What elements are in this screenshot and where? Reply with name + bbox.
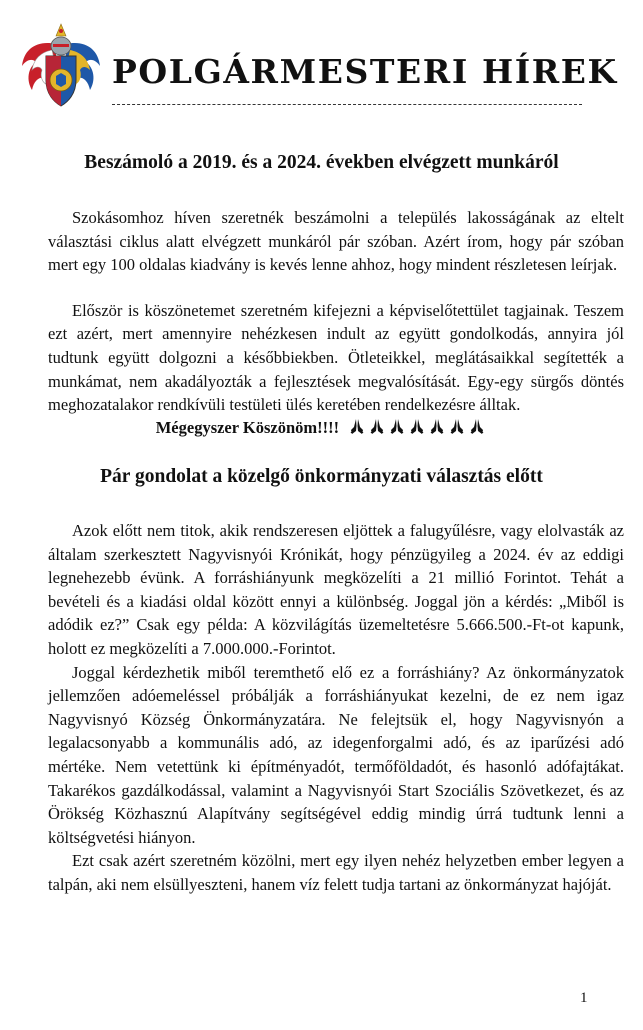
paragraph: Azok előtt nem titok, akik rendszeresen eljöttek a falugyűlésre, vagy elolvasták az általam szerkesztett Nagyvisnyói Krónikát, hogy pénzügyileg a 2024. év az eddigi legnehezebb évünk. A forráshiányunk megközelíti a 21 millió Forintot. Tehát a bevételi és a kiadási oldal között ennyi a különbség. Joggal jön a kérdés: „Miből is adódik ez?” Csak egy példa: A közvilágítás üzemeltetésre 5.666.500.-Ft-ot kapunk, holott ez megközelíti a 7.000.000.-Forintot. [48,521,624,658]
section-body [48,519,624,897]
page-number: 1 [580,990,588,1006]
paragraph: Ezt csak azért szeretném közölni, mert egy ilyen nehéz helyzetben ember legyen a talpán, aki nem elsüllyeszteni, hanem víz felett tudja tartani az önkormányzat hajóját. [48,851,624,894]
closing-text: Mégegyszer Köszönöm!!!! [155,418,340,437]
praying-hands-icon [469,418,485,435]
praying-hands-icon [429,418,445,435]
section-body [48,206,624,417]
section-heading: Beszámoló a 2019. és a 2024. években elvégzett munkáról [84,152,559,173]
paragraph: Joggal kérdezhetik miből teremthető elő ez a forráshiány? Az önkormányzatok jellemzően adóemeléssel próbálják a forráshiányukat kezelni, de ez nem igaz Nagyvisnyó Község Önkormányzatára. Ne felejtsük el, hogy Nagyvisnyón a legalacsonyabb a kommunális adó, az idegenforgalmi adó, és az iparűzési adó mértéke. Nem vetettünk ki építményadót, termőföldadót, és hasonló adófajtákat. Takarékos gazdálkodással, valamint a Nagyvisnyói Start Szociális Szövetkezet, és az Örökség Közhasznú Alapítvány segítségével eddig mindig úrrá tudtunk lenni a költségvetési hiányon. [48,662,624,847]
praying-hands-icon [369,418,385,435]
praying-hands-icon [389,418,405,435]
praying-hands-row [347,418,487,440]
praying-hands-icon [349,418,365,435]
coat-of-arms-icon [16,22,106,110]
closing-thanks [0,418,643,440]
paragraph: Szokásomhoz híven szeretnék beszámolni a település lakosságának az eltelt választási ciklus alatt elvégzett munkáról pár szóban. Azért írom, hogy pár szóban mert egy 100 oldalas kiadvány is kevés lenne ahhoz, hogy mindent részletesen leírjak. [48,208,624,275]
section-heading: Pár gondolat a közelgő önkormányzati választás előtt [100,466,543,487]
masthead-divider [112,104,582,105]
paragraph: Először is köszönetemet szeretném kifejezni a képviselőtettület tagjainak. Teszem ezt azért, mert amennyire nehézkesen indult az együtt gondolkodás, annyira jól tudtunk együtt dolgozni a későbbiekben. Ötleteikkel, meglátásaikkal segítették a munkámat, nem akadályozták a fejlesztések megvalósítását. Egy-egy sürgős döntés meghozatalakor rendkívüli testületi ülés keretében rendelkezésre álltak. [48,300,624,415]
masthead-title: POLGÁRMESTERI HÍREK [112,52,618,91]
praying-hands-icon [449,418,465,435]
praying-hands-icon [409,418,425,435]
